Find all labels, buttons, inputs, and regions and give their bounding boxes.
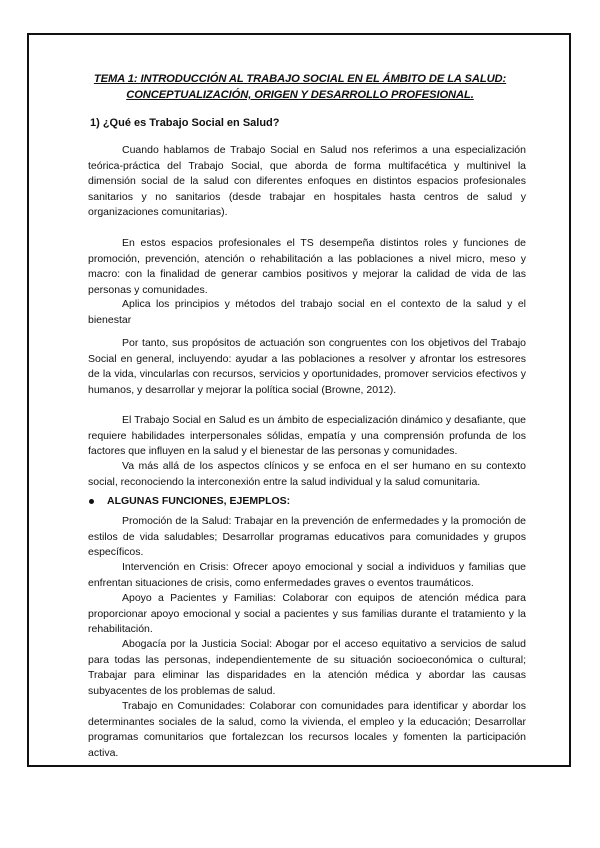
paragraph: El Trabajo Social en Salud es un ámbito de especialización dinámico y desafiante, que requiere habilidades interpersonales sólidas, empatía y una comprensión profunda de los factores que influyen en la salud y el bienestar de las personas y comunidades.	[88, 414, 526, 458]
function-item: Promoción de la Salud: Trabajar en la prevención de enfermedades y la promoción de estilos de vida saludables; Desarrollar programas educativos para comunidades y grupos específicos.	[88, 515, 526, 559]
paragraph: En estos espacios profesionales el TS desempeña distintos roles y funciones de promoción, prevención, atención o rehabilitación a las poblaciones a nivel micro, meso y macro: con la finalidad de generar cambios positivos y mejorar la calidad de vida de las personas y comunidades.	[88, 237, 526, 296]
title-line-2: CONCEPTUALIZACIÓN, ORIGEN Y DESARROLLO PROFESIONAL.	[126, 89, 474, 101]
paragraph: Cuando hablamos de Trabajo Social en Salud nos referimos a una especialización teórica-práctica del Trabajo Social, que aborda de forma multifacética y multinivel la dimensión social de la salud con diferentes enfoques en distintos espacios profesionales sanitarios y no sanitarios (desde trabajar en hospitales hasta centros de salud y organizaciones comunitarias).	[88, 144, 526, 219]
paragraph: Por tanto, sus propósitos de actuación son congruentes con los objetivos del Trabajo Social en general, incluyendo: ayudar a las poblaciones a resolver y afrontar los estresores de la vida, vincularlas con recursos, servicios y oportunidades, promover servicios efectivos y humanos, y desarrollar y mejorar la política social (Browne, 2012).	[88, 337, 526, 396]
bullet-icon	[89, 499, 94, 504]
functions-heading-text: ALGUNAS FUNCIONES, EJEMPLOS:	[107, 495, 291, 507]
page-title	[40, 71, 560, 103]
paragraph: Va más allá de los aspectos clínicos y se enfoca en el ser humano en su contexto social, reconociendo la interconexión entre la salud individual y la salud comunitaria.	[88, 460, 526, 488]
title-line-1: TEMA 1: INTRODUCCIÓN AL TRABAJO SOCIAL EN EL ÁMBITO DE LA SALUD:	[93, 73, 507, 85]
functions-heading	[89, 495, 290, 507]
function-item: Abogacía por la Justicia Social: Abogar por el acceso equitativo a servicios de salud para todas las personas, independientemente de su situación socioeconómica o cultural; Trabajar para eliminar las disparidades en la atención médica y abordar las causas subyacentes de los problemas de salud.	[88, 638, 526, 697]
function-item: Intervención en Crisis: Ofrecer apoyo emocional y social a individuos y familias que enfrentan situaciones de crisis, como enfermedades graves o eventos traumáticos.	[88, 561, 526, 589]
paragraph: Aplica los principios y métodos del trabajo social en el contexto de la salud y el bienestar	[88, 298, 526, 326]
section-heading: 1) ¿Qué es Trabajo Social en Salud?	[90, 117, 280, 129]
function-item: Apoyo a Pacientes y Familias: Colaborar con equipos de atención médica para proporcionar apoyo emocional y social a pacientes y sus familias durante el tratamiento y la rehabilitación.	[88, 592, 526, 636]
function-item: Trabajo en Comunidades: Colaborar con comunidades para identificar y abordar los determinantes sociales de la salud, como la vivienda, el empleo y la educación; Desarrollar programas comunitarios que fortalezcan los recursos locales y fomenten la participación activa.	[88, 700, 526, 759]
